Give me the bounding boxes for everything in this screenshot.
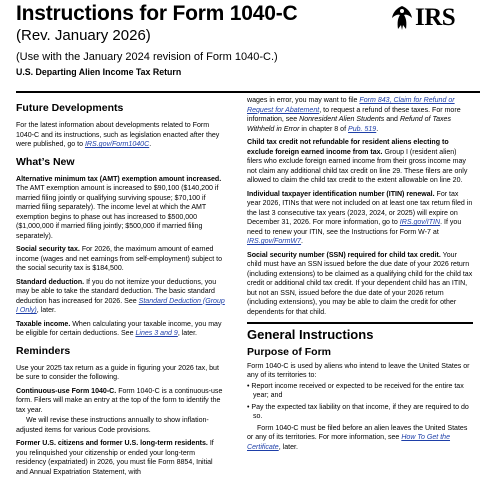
purpose-text: Form 1040-C is used by aliens who intend to leave the United States or any of its territories to: bbox=[247, 362, 470, 379]
future-developments-text: For the latest information about developments related to Form 1040-C and its instructions, such as legislation enacted after they were published, go to IRS.gov/Form1040C. bbox=[16, 122, 220, 148]
form-subtitle: U.S. Departing Alien Income Tax Return bbox=[16, 67, 182, 77]
itin-paragraph: Individual taxpayer identification number (ITIN) renewal. For tax year 2026, ITINs that were not included on at least one tax return filed in the last 3 consecutive tax years (2023, 2024, or 2025) will expire on December 31, 2026. For more information, go to IRS.gov/ITIN. If you need to renew your ITIN, see the Instructions for Form W-7 at IRS.gov/FormW7. bbox=[247, 190, 473, 245]
how-to-get-certificate-link[interactable]: How To Get the Certificate bbox=[247, 434, 451, 451]
lines-3-9-link[interactable]: Lines 3 and 9 bbox=[135, 330, 178, 337]
child-tax-credit-paragraph: Child tax credit not refundable for resident aliens electing to exclude foreign earned income from tax. Group I (resident alien) filers who exclude foreign earned income from their gross income may not claim any additional child tax credit on line 29. These filers are only allowed to claim the child tax credit to the extent allowable on line 20. bbox=[247, 139, 468, 184]
left-column bbox=[16, 96, 226, 480]
standard-deduction-link[interactable]: Standard Deduction (Group I Only) bbox=[16, 297, 225, 314]
revision-note: (Use with the January 2024 revision of Form 1040-C.) bbox=[16, 51, 278, 63]
irs-form1040c-link[interactable]: IRS.gov/Form1040C bbox=[84, 141, 150, 148]
continuous-use-paragraph: Continuous-use Form 1040-C. Form 1040-C is a continuous-use form. Filers will make an entry at the top of the form to identify the tax year. bbox=[16, 387, 223, 414]
irs-formw7-link[interactable]: IRS.gov/FormW7 bbox=[247, 238, 302, 245]
revision-date: (Rev. January 2026) bbox=[16, 27, 151, 44]
social-security-paragraph: Social security tax. For 2026, the maximum amount of earned income (wages and net earnings from self-employment) subject to the social security tax is $184,500. bbox=[16, 246, 223, 272]
former-citizens-paragraph: Former U.S. citizens and former U.S. long-term residents. If you relinquished your citizenship or ended your long-term residency (expatriated) in 2026, you must file Form 8854, Initial and Annual Expatriation Statement, with bbox=[16, 440, 214, 476]
future-developments-heading: Future Developments bbox=[16, 102, 124, 114]
whats-new-heading: What’s New bbox=[16, 155, 75, 168]
irs-eagle-icon bbox=[390, 5, 414, 31]
right-column bbox=[247, 96, 473, 456]
irs-itin-link[interactable]: IRS.gov/ITIN bbox=[399, 219, 441, 226]
header-divider bbox=[16, 91, 480, 93]
taxable-income-paragraph: Taxable income. When calculating your taxable income, you may be eligible for certain deductions. See Lines 3 and 9, later. bbox=[16, 320, 222, 337]
continued-paragraph: wages in error, you may want to file Form 843, Claim for Refund or Request for Abatement, to request a refund of these taxes. For more information, see Nonresident Alien Students and Refund of Taxes Withheld in Error in chapter 8 of Pub. 519. bbox=[247, 97, 461, 133]
irs-logo-text: IRS bbox=[415, 4, 456, 31]
amt-paragraph: Alternative minimum tax (AMT) exemption amount increased. The AMT exemption amount is increased to $90,100 ($140,200 if married filing jointly or qualifying surviving spouse; $70,100 if married filing separately). The income level at which the AMT exemption begins to phase out has increased to $500,000 ($1,000,000 if married filing jointly; $500,000 if married filing separately). bbox=[16, 175, 222, 240]
standard-deduction-paragraph: Standard deduction. If you do not itemize your deductions, you may be able to take the standard deduction. The basic standard deduction has increased for 2026. See Standard Deduction (Group I Only), later. bbox=[16, 278, 225, 314]
filing-paragraph: Form 1040-C must be filed before an alien leaves the United States or any of its territories. For more information, see How To Get the Certificate, later. bbox=[247, 424, 468, 451]
purpose-of-form-heading: Purpose of Form bbox=[247, 345, 332, 358]
irs-logo bbox=[390, 5, 476, 31]
purpose-bullet-2: • Pay the expected tax liability on that income, if they are required to do so. bbox=[247, 403, 469, 420]
pub-519-link[interactable]: Pub. 519 bbox=[348, 125, 377, 133]
section-divider bbox=[247, 322, 473, 324]
purpose-bullet-1: • Report income received or expected to be received for the entire tax year; and bbox=[247, 382, 464, 399]
page-title: Instructions for Form 1040-C bbox=[16, 2, 298, 25]
continuous-use-paragraph-2: We will revise these instructions annually to show inflation-adjusted items for various Code provisions. bbox=[16, 417, 209, 434]
form-843-link[interactable]: Form 843, Claim for Refund or Request for Abatement bbox=[247, 97, 455, 114]
reminders-intro: Use your 2025 tax return as a guide in figuring your 2026 tax, but be sure to consider the following. bbox=[16, 364, 219, 381]
general-instructions-heading: General Instructions bbox=[247, 326, 374, 342]
reminders-heading: Reminders bbox=[16, 344, 71, 357]
ssn-paragraph: Social security number (SSN) required for child tax credit. Your child must have an SSN issued before the due date of your 2026 return (including extensions) to be claimed as a qualifying child for the child tax credit or additional child tax credit. If your dependent child has an ITIN, but not an SSN, issued before the due date of your 2026 return (including extensions), you may be able to claim the credit for other dependents for that child. bbox=[247, 251, 473, 316]
